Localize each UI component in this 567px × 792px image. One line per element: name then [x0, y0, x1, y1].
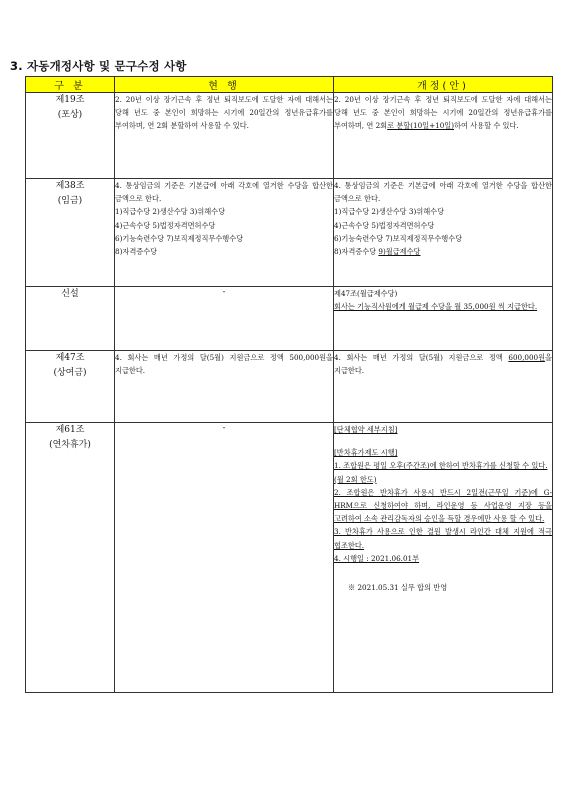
label-line: 제38조 [55, 181, 85, 191]
spacer [334, 436, 552, 446]
current-text: - [115, 423, 334, 693]
revised-text [334, 93, 553, 179]
table-row [26, 423, 553, 693]
section-title: 3. 자동개정사항 및 문구수정 사항 [10, 59, 187, 73]
revised-paragraph [334, 93, 552, 133]
revised-text-part: 을 지급한다. [334, 353, 552, 376]
row-label [26, 351, 115, 423]
revised-underlined-text: 회사는 기능직사원에게 월급제 수당을 월 35,000원 씩 지급한다. [334, 302, 538, 312]
label-line: (임금) [57, 196, 83, 206]
revised-line: 4)근속수당 5)법정자격면허수당 [334, 220, 435, 230]
table-row [26, 351, 553, 423]
current-paragraph: 2. 20년 이상 장기근속 후 정년 퇴직보도에 도달한 자에 대해서는 당해 년도 중 본인이 희망하는 시기에 20일간의 정년유급휴가를 부여하며, 연 2회 분할하여 사용할 수 있다. [115, 95, 333, 131]
revised-line: 6)기능숙련수당 7)보직제정직무수행수당 [334, 233, 463, 243]
revised-text [334, 287, 553, 351]
current-line: 4)근속수당 5)법정자격면허수당 [115, 220, 216, 230]
revision-table [25, 76, 553, 693]
current-line: 4. 통상임금의 기준은 기본급에 아래 각호에 열거한 수당을 합산한 금액으로 한다. [115, 181, 333, 204]
table-row [26, 287, 553, 351]
label-line: 제19조 [55, 95, 85, 105]
revised-text-part: 4. 회사는 매년 가정의 달(5월) 지원금으로 정액 [334, 353, 509, 362]
revised-note: ※ 2021.05.31 실무 합의 반영 [348, 583, 448, 593]
header-category: 구 분 [26, 77, 115, 93]
revised-text-part: 2. 20년 이상 장기근속 후 정년 퇴직보도에 도달한 자에 대해서는 당해 년도 중 본인이 희망하는 시기에 20일간의 정년유급휴가를 부여하며, 연 2회 [334, 95, 552, 131]
row-label [26, 179, 115, 287]
header-current: 현 행 [115, 77, 334, 93]
row-label [26, 93, 115, 179]
label-line: (상여금) [53, 368, 87, 378]
table-row [26, 93, 553, 179]
label-line: (포상) [57, 110, 83, 120]
revised-item: 1. 조합원은 평일 오후(주간조)에 한하여 반차휴가를 신청할 수 있다. [334, 461, 548, 471]
current-text [115, 179, 334, 287]
current-line: 8)자격증수당 [115, 247, 158, 257]
revised-line: 1)직급수당 2)생산수당 3)위해수당 [334, 207, 445, 217]
revised-item: (월 2회 한도) [334, 474, 377, 484]
current-line: 1)직급수당 2)생산수당 3)위해수당 [115, 207, 226, 217]
current-line: 6)기능숙련수당 7)보직제정직무수행수당 [115, 233, 244, 243]
revised-underlined-text: 로 분할(10일+10일) [387, 121, 455, 131]
current-text: - [115, 287, 334, 351]
current-paragraph: 4. 회사는 매년 가정의 달(5월) 지원금으로 정액 500,000원을 지급한다. [115, 353, 333, 376]
revised-heading: [단체협약 세부지침] [334, 425, 398, 434]
revised-subheading: [반차휴가제도 시행] [334, 448, 398, 458]
revised-text-part: 8)자격증수당 [334, 247, 379, 257]
row-label [26, 423, 115, 693]
table-header-row [26, 77, 553, 93]
revised-text-part: 하여 사용할 수 있다. [454, 121, 519, 131]
revised-underlined-text: 9)월급제수당 [378, 247, 421, 257]
label-line: 제61조 [55, 425, 85, 435]
revised-underlined-text: 600,000원 [508, 353, 546, 362]
label-line: (연차휴가) [49, 440, 91, 450]
revised-item: 4. 시행일 : 2021.06.01부 [334, 553, 420, 563]
row-label: 신설 [26, 287, 115, 351]
table-row [26, 179, 553, 287]
revised-article-title: 제47조(월급제수당) [334, 289, 398, 298]
revised-line [334, 245, 552, 258]
revised-line: 4. 통상임금의 기준은 기본급에 아래 각호에 열거한 수당을 합산한 금액으로 한다. [334, 181, 552, 204]
revised-text [334, 179, 553, 287]
revised-item: 3. 반차휴가 사용으로 인한 결원 발생시 라인간 대체 지원에 적극 협조한다. [334, 527, 552, 550]
revised-item: 2. 조합원은 반차휴가 사용시 반드시 2일전(근무일 기준)에 G-HRM으로 신청하여야 하며, 라인운영 등 사업운영 지장 등을 고려하여 소속 관리감독자의 승인을 득할 경우에만 사용 할 수 있다. [334, 487, 552, 524]
header-revised: 개정(안) [334, 77, 553, 93]
current-text [115, 351, 334, 423]
revised-text [334, 423, 553, 693]
current-text [115, 93, 334, 179]
revised-paragraph [334, 351, 552, 377]
label-line: 제47조 [55, 353, 85, 363]
revised-text [334, 351, 553, 423]
